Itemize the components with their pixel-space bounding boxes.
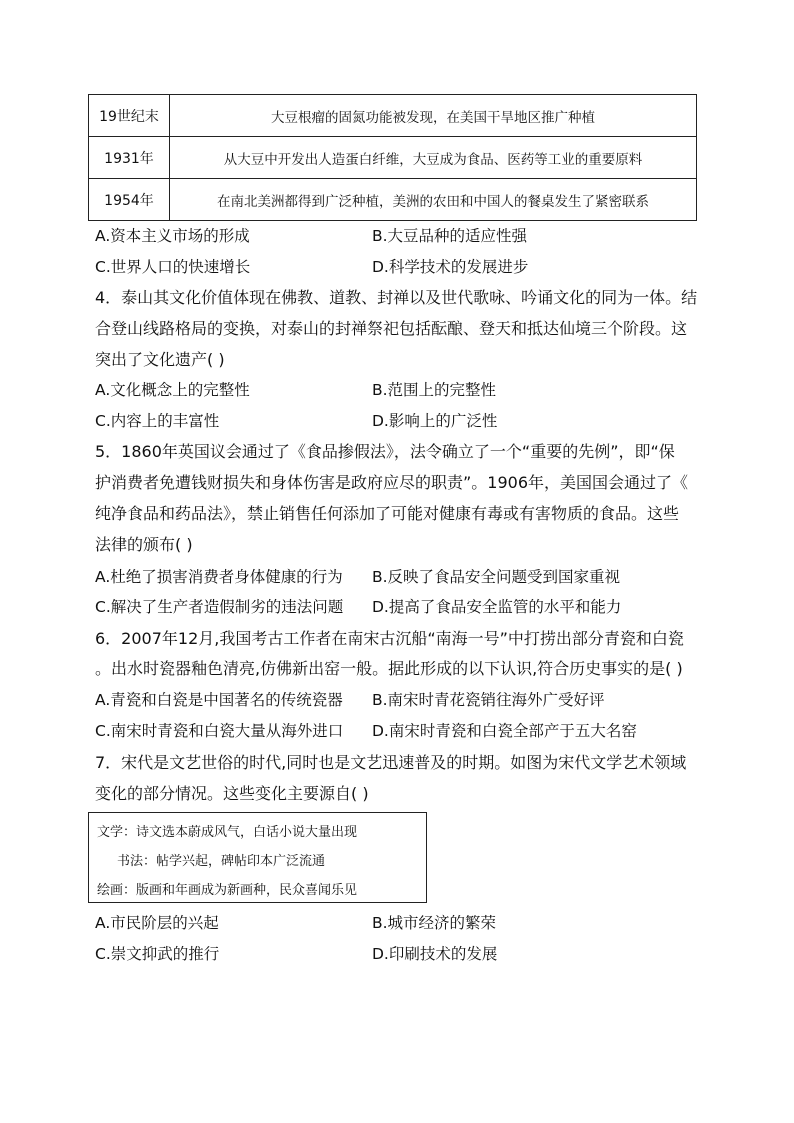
q7-option-d[interactable]: D.印刷技术的发展 bbox=[372, 945, 498, 963]
q4-option-b[interactable]: B.范围上的完整性 bbox=[372, 381, 497, 399]
q4-stem-line: 突出了文化遗产( ) bbox=[95, 350, 225, 369]
q6-option-b[interactable]: B.南宋时青花瓷销往海外广受好评 bbox=[372, 691, 605, 709]
q7-stem-line: 变化的部分情况。这些变化主要源自( ) bbox=[95, 784, 369, 803]
q5-stem-line: 5．1860年英国议会通过了《食品掺假法》，法令确立了一个“重要的先例”，即“保 bbox=[95, 442, 675, 461]
q4-option-c[interactable]: C.内容上的丰富性 bbox=[95, 412, 220, 430]
q4-option-a[interactable]: A.文化概念上的完整性 bbox=[95, 381, 250, 399]
q4-option-d[interactable]: D.影响上的广泛性 bbox=[372, 412, 498, 430]
q6-stem-line: 。出水时瓷器釉色清亮,仿佛新出窑一般。据此形成的以下认识,符合历史事实的是( ) bbox=[95, 659, 683, 678]
q4-stem-line: 4．泰山其文化价值体现在佛教、道教、封禅以及世代歌咏、吟诵文化的同为一体。结 bbox=[95, 288, 698, 307]
box-line-literature: 文学：诗文选本蔚成风气，白话小说大量出现 bbox=[97, 825, 358, 840]
table-row bbox=[89, 179, 697, 221]
q5-stem-line: 纯净食品和药品法》，禁止销售任何添加了可能对健康有毒或有害物质的食品。这些 bbox=[95, 504, 680, 523]
q6-option-d[interactable]: D.南宋时青瓷和白瓷全部产于五大名窑 bbox=[372, 722, 637, 740]
q3-option-c[interactable]: C.世界人口的快速增长 bbox=[95, 258, 251, 276]
table-row bbox=[89, 137, 697, 179]
q5-stem-line: 法律的颁布( ) bbox=[95, 535, 193, 554]
q5-option-d[interactable]: D.提高了食品安全监管的水平和能力 bbox=[372, 598, 622, 616]
table-row bbox=[89, 95, 697, 137]
q7-stem-line: 7．宋代是文艺世俗的时代,同时也是文艺迅速普及的时期。如图为宋代文学艺术领域 bbox=[95, 753, 687, 772]
box-line-calligraphy: 书法：帖学兴起，碑帖印本广泛流通 bbox=[117, 854, 326, 869]
q7-material-box bbox=[88, 812, 427, 903]
timeline-table bbox=[88, 94, 697, 221]
q6-option-c[interactable]: C.南宋时青瓷和白瓷大量从海外进口 bbox=[95, 722, 344, 740]
event-cell: 从大豆中开发出人造蛋白纤维，大豆成为食品、医药等工业的重要原料 bbox=[170, 137, 697, 179]
year-cell: 1931年 bbox=[89, 137, 170, 179]
q6-stem-line: 6．2007年12月,我国考古工作者在南宋古沉船“南海一号”中打捞出部分青瓷和白瓷 bbox=[95, 629, 684, 648]
year-cell: 1954年 bbox=[89, 179, 170, 221]
q3-option-a[interactable]: A.资本主义市场的形成 bbox=[95, 227, 250, 245]
box-line-painting: 绘画：版画和年画成为新画种，民众喜闻乐见 bbox=[97, 883, 358, 898]
q6-option-a[interactable]: A.青瓷和白瓷是中国著名的传统瓷器 bbox=[95, 691, 343, 709]
q7-option-a[interactable]: A.市民阶层的兴起 bbox=[95, 914, 219, 932]
year-cell: 19世纪末 bbox=[89, 95, 170, 137]
event-cell: 在南北美洲都得到广泛种植，美洲的农田和中国人的餐桌发生了紧密联系 bbox=[170, 179, 697, 221]
event-cell: 大豆根瘤的固氮功能被发现，在美国干旱地区推广种植 bbox=[170, 95, 697, 137]
q3-option-b[interactable]: B.大豆品种的适应性强 bbox=[372, 227, 528, 245]
q3-option-d[interactable]: D.科学技术的发展进步 bbox=[372, 258, 529, 276]
q5-option-a[interactable]: A.杜绝了损害消费者身体健康的行为 bbox=[95, 568, 343, 586]
q5-option-c[interactable]: C.解决了生产者造假制劣的违法问题 bbox=[95, 598, 344, 616]
q4-stem-line: 合登山线路格局的变换，对泰山的封禅祭祀包括酝酿、登天和抵达仙境三个阶段。这 bbox=[95, 319, 688, 338]
q7-option-b[interactable]: B.城市经济的繁荣 bbox=[372, 914, 497, 932]
q7-option-c[interactable]: C.崇文抑武的推行 bbox=[95, 945, 220, 963]
q5-option-b[interactable]: B.反映了食品安全问题受到国家重视 bbox=[372, 568, 621, 586]
q5-stem-line: 护消费者免遭钱财损失和身体伤害是政府应尽的职责”。1906年，美国国会通过了《 bbox=[95, 473, 689, 492]
